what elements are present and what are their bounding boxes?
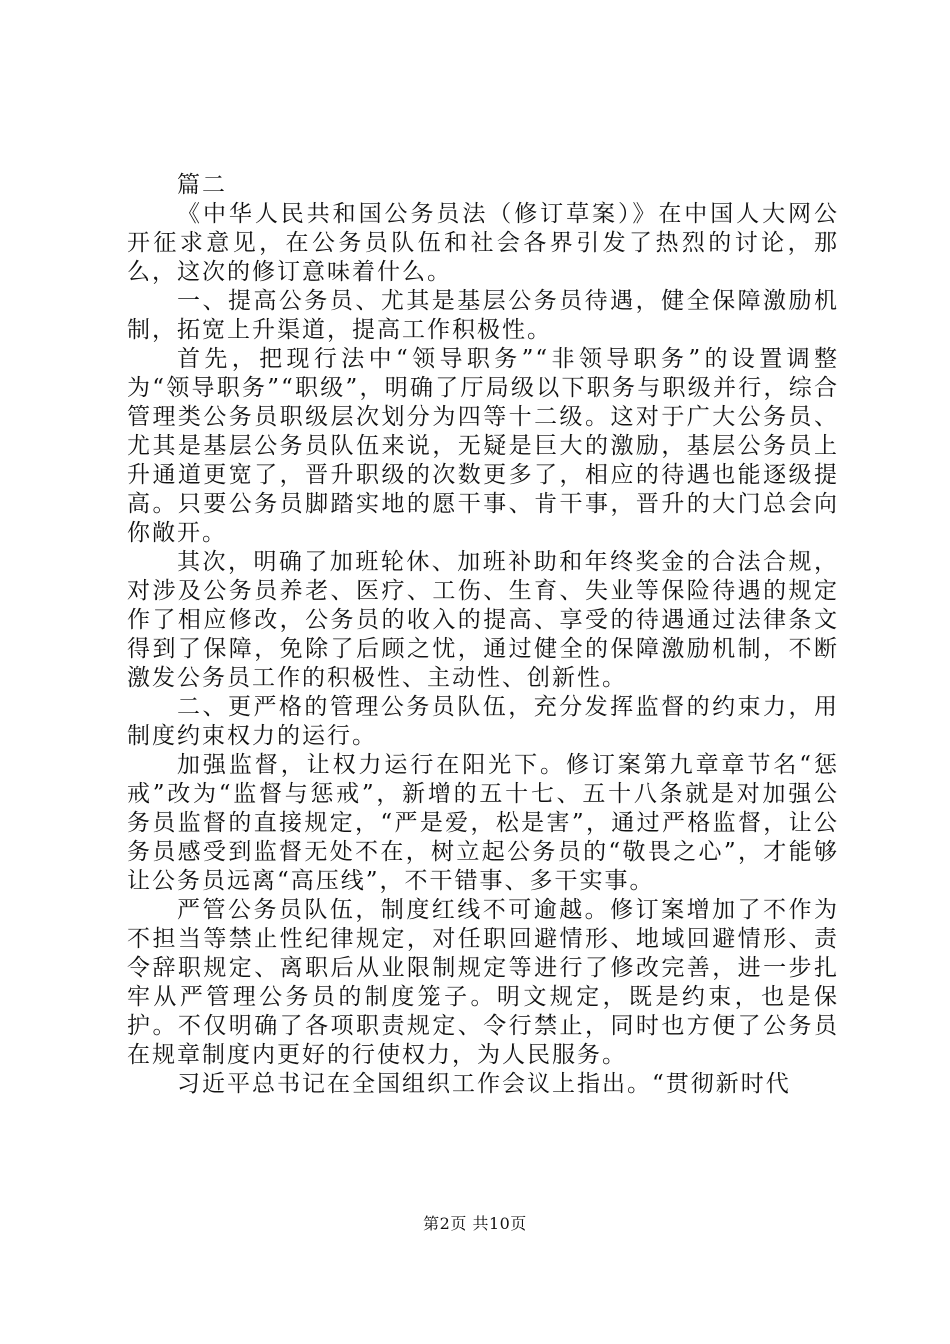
paragraph: 一、提高公务员、尤其是基层公务员待遇，健全保障激励机制，拓宽上升渠道，提高工作积极性。	[127, 288, 839, 343]
paragraph: 习近平总书记在全国组织工作会议上指出。“贯彻新时代	[177, 1071, 791, 1097]
paragraph: 严管公务员队伍，制度红线不可逾越。修订案增加了不作为不担当等禁止性纪律规定，对任职回避情形、地域回避情形、责令辞职规定、离职后从业限制规定等进行了修改完善，进一步扎牢从严管理公务员的制度笼子。明文规定，既是约束，也是保护。不仅明确了各项职责规定、令行禁止，同时也方便了公务员在规章制度内更好的行使权力，为人民服务。	[127, 897, 839, 1068]
paragraph: 其次，明确了加班轮休、加班补助和年终奖金的合法合规，对涉及公务员养老、医疗、工伤、生育、失业等保险待遇的规定作了相应修改，公务员的收入的提高、享受的待遇通过法律条文得到了保障，免除了后顾之忧，通过健全的保障激励机制，不断激发公务员工作的积极性、主动性、创新性。	[127, 549, 839, 691]
document-body	[127, 171, 839, 1099]
paragraph: 加强监督，让权力运行在阳光下。修订案第九章章节名“惩戒”改为“监督与惩戒”，新增的五十七、五十八条就是对加强公务员监督的直接规定，“严是爱，松是害”，通过严格监督，让公务员感受到监督无处不在，树立起公务员的“敬畏之心”，才能够让公务员远离“高压线”，不干错事、多干实事。	[127, 752, 839, 894]
paragraph: 二、更严格的管理公务员队伍，充分发挥监督的约束力，用制度约束权力的运行。	[127, 694, 839, 749]
section-heading: 篇二	[177, 172, 227, 198]
paragraph: 首先，把现行法中“领导职务”“非领导职务”的设置调整为“领导职务”“职级”，明确了厅局级以下职务与职级并行，综合管理类公务员职级层次划分为四等十二级。这对于广大公务员、尤其是基层公务员队伍来说，无疑是巨大的激励，基层公务员上升通道更宽了，晋升职级的次数更多了，相应的待遇也能逐级提高。只要公务员脚踏实地的愿干事、肯干事，晋升的大门总会向你敞开。	[127, 346, 839, 546]
page-number-footer: 第2页 共10页	[423, 1214, 527, 1233]
paragraph: 《中华人民共和国公务员法（修订草案）》在中国人大网公开征求意见，在公务员队伍和社会各界引发了热烈的讨论，那么，这次的修订意味着什么。	[127, 201, 839, 285]
